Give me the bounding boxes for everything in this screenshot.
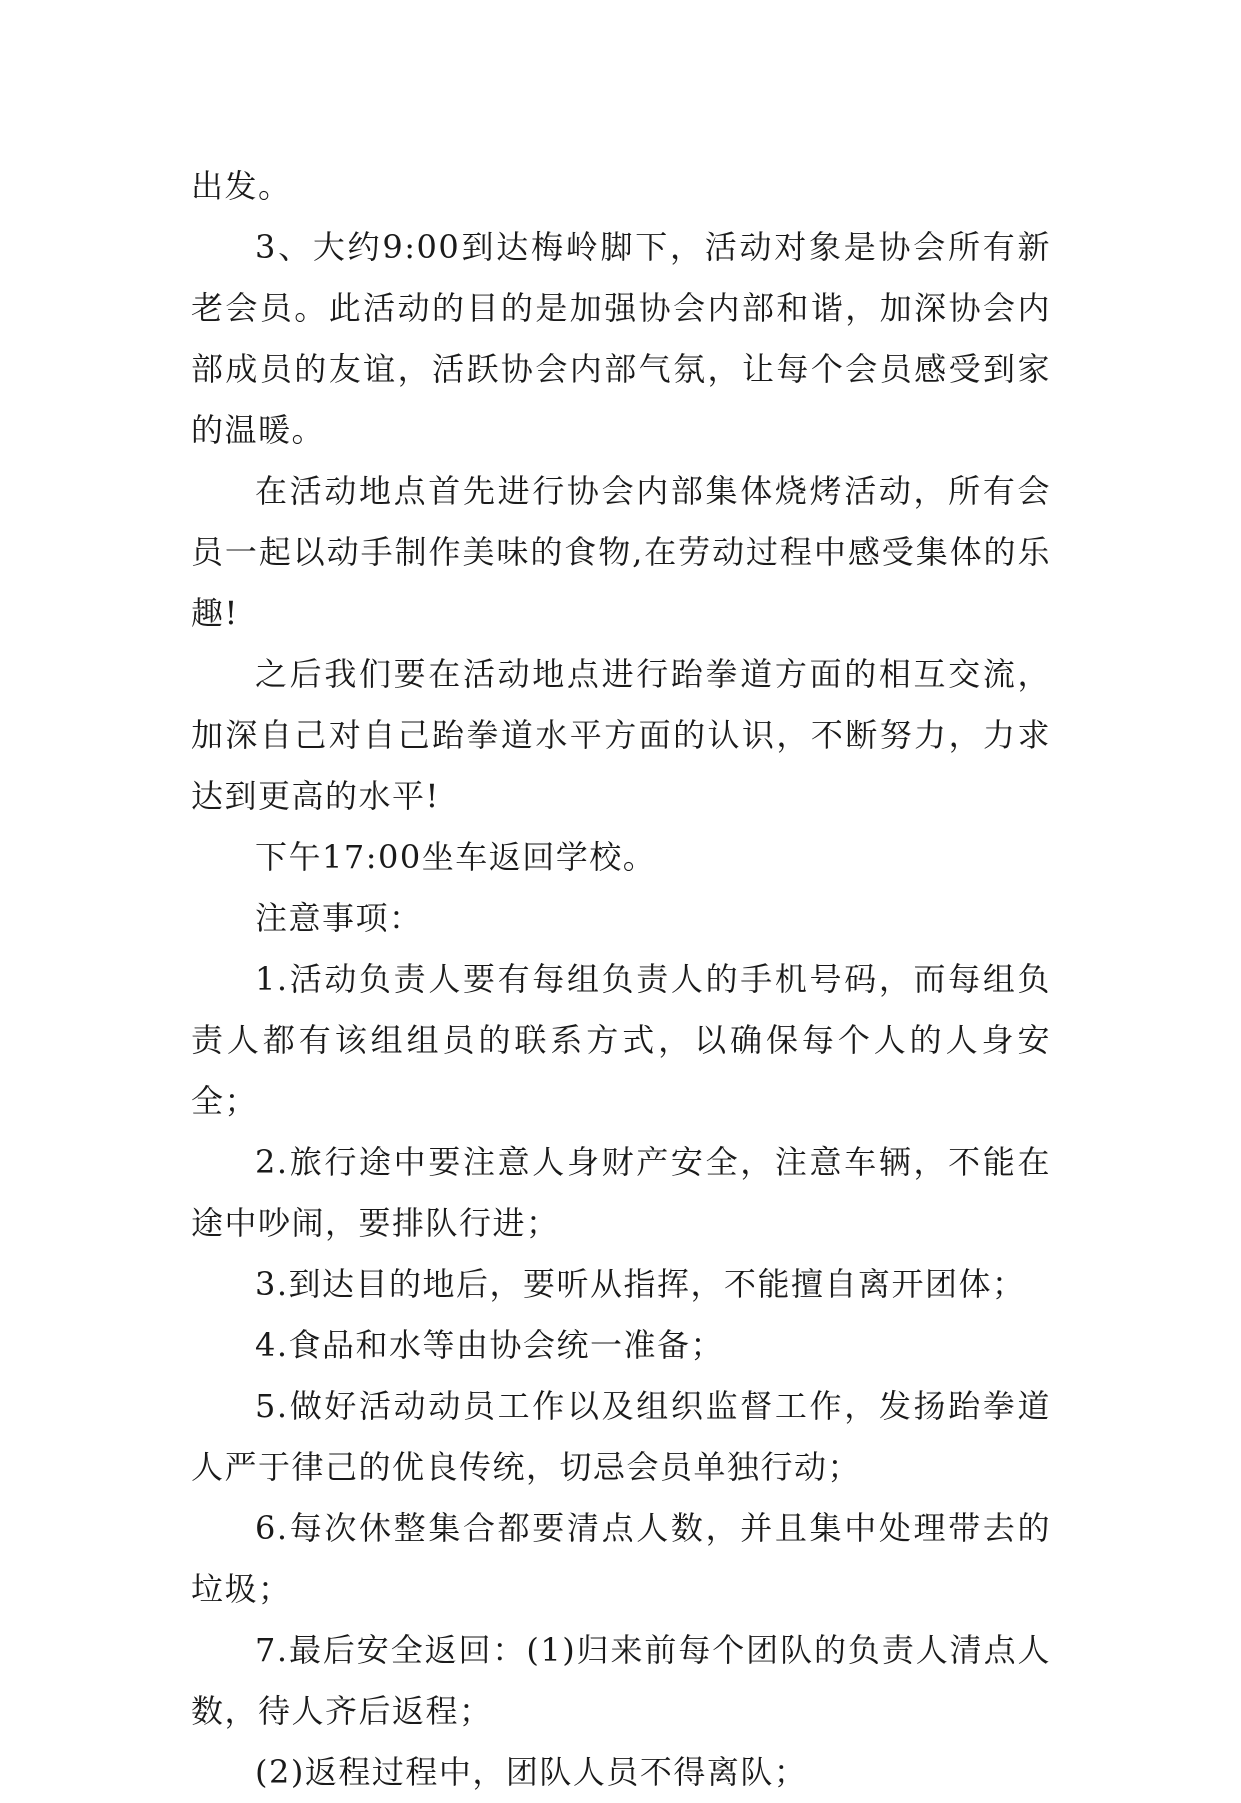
note-item-5: 5.做好活动动员工作以及组织监督工作，发扬跆拳道人严于律己的优良传统，切忌会员单独行动；	[191, 1387, 1051, 1486]
note-item-3: 3.到达目的地后，要听从指挥，不能擅自离开团体；	[255, 1265, 1026, 1303]
note-item-7-sub-2: (2)返程过程中，团队人员不得离队；	[255, 1753, 808, 1791]
paragraph-departure: 出发。	[191, 167, 292, 205]
paragraph-taekwondo-exchange: 之后我们要在活动地点进行跆拳道方面的相互交流，加深自己对自己跆拳道水平方面的认识，不断努力，力求达到更高的水平!	[191, 655, 1051, 815]
note-item-1: 1.活动负责人要有每组负责人的手机号码，而每组负责人都有该组组员的联系方式，以确保每个人的人身安全；	[191, 960, 1051, 1120]
notes-heading: 注意事项：	[255, 899, 423, 937]
note-item-2: 2.旅行途中要注意人身财产安全，注意车辆，不能在途中吵闹，要排队行进；	[191, 1143, 1051, 1242]
paragraph-return-time: 下午17:00坐车返回学校。	[255, 838, 657, 876]
paragraph-arrival-schedule: 3、大约9:00到达梅岭脚下，活动对象是协会所有新老会员。此活动的目的是加强协会内部和谐，加深协会内部成员的友谊，活跃协会内部气氛，让每个会员感受到家的温暖。	[191, 228, 1051, 449]
note-item-6: 6.每次休整集合都要清点人数，并且集中处理带去的垃圾；	[191, 1509, 1051, 1608]
note-item-4: 4.食品和水等由协会统一准备；	[255, 1326, 725, 1364]
note-item-7: 7.最后安全返回：(1)归来前每个团队的负责人清点人数，待人齐后返程；	[191, 1631, 1051, 1730]
document-body	[191, 156, 1051, 1803]
paragraph-barbecue: 在活动地点首先进行协会内部集体烧烤活动，所有会员一起以动手制作美味的食物,在劳动过程中感受集体的乐趣!	[191, 472, 1051, 632]
